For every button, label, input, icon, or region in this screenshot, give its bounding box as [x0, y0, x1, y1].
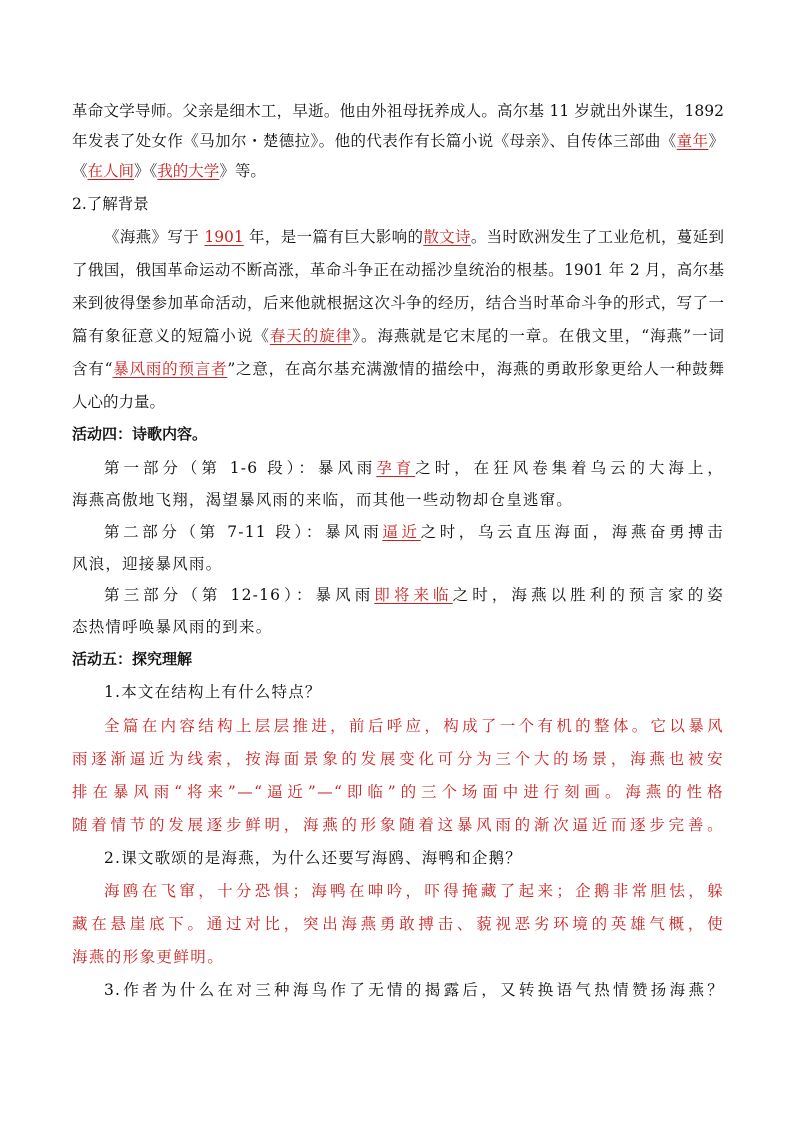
- part1-line-1: 第一部分（第 1-6 段）：暴风雨孕育之时，在狂风卷集着乌云的大海上，: [104, 459, 725, 477]
- link-1901[interactable]: 1901: [204, 228, 244, 246]
- background-heading: 2.了解背景: [72, 195, 149, 213]
- background-line-3: 来到彼得堡参加革命活动，后来他就根据这次斗争的经历，结合当时革命斗争的形式，写了一: [72, 294, 724, 312]
- intro-line-1: 革命文学导师。父亲是细木工，早逝。他由外祖母抚养成人。高尔基 11 岁就出外谋生，1892: [72, 102, 724, 120]
- part1-line-2: 海燕高傲地飞翔，渴望暴风雨的来临，而其他一些动物却仓皇逃窜。: [72, 491, 574, 509]
- answer-1-line-1: 全篇在内容结构上层层推进，前后呼应，构成了一个有机的整体。它以暴风: [104, 717, 724, 735]
- background-line-6: 人心的力量。: [72, 393, 166, 411]
- part2-line-1: 第二部分（第 7-11 段）：暴风雨逼近之时，乌云直压海面，海燕奋勇搏击: [104, 523, 725, 541]
- link-baofengyu-yuyanzhe[interactable]: 暴风雨的预言者: [112, 360, 228, 378]
- background-line-5: 含有“暴风雨的预言者”之意，在高尔基充满激情的描绘中，海燕的勇敢形象更给人一种鼓舞: [72, 360, 724, 378]
- activity4-heading: 活动四：诗歌内容。: [72, 425, 208, 443]
- answer-1-line-3: 排在暴风雨“将来”—“逼近”—“即临”的三个场面中进行刻画。海燕的性格: [72, 783, 724, 801]
- background-line-4: 篇有象征意义的短篇小说《春天的旋律》。海燕就是它末尾的一章。在俄文里，“海燕”一词: [72, 327, 724, 345]
- answer-1-line-4: 随着情节的发展逐步鲜明，海燕的形象随着这暴风雨的渐次逼近而逐步完善。: [72, 816, 724, 834]
- link-jijianglailin[interactable]: 即将来临: [374, 586, 453, 604]
- background-line-2: 了俄国，俄国革命运动不断高涨，革命斗争正在动摇沙皇统治的根基。1901 年 2 月，高尔基: [72, 261, 724, 279]
- question-3: 3.作者为什么在对三种海鸟作了无情的揭露后，又转换语气热情赞扬海燕？: [104, 981, 724, 999]
- intro-line-2: 年发表了处女作《马加尔・楚德拉》。他的代表作有长篇小说《母亲》、自传体三部曲《童年》: [72, 132, 724, 150]
- part3-line-2: 态热情呼唤暴风雨的到来。: [72, 618, 273, 636]
- link-chuntiandexuanlv[interactable]: 春天的旋律: [269, 327, 353, 345]
- link-tongnian[interactable]: 童年: [676, 132, 709, 150]
- answer-2-line-2: 藏在悬崖底下。通过对比，突出海燕勇敢搏击、藐视恶劣环境的英雄气概，使: [72, 915, 724, 933]
- part2-line-2: 风浪，迎接暴风雨。: [72, 555, 223, 573]
- question-2: 2.课文歌颂的是海燕，为什么还要写海鸥、海鸭和企鹅？: [104, 849, 522, 867]
- part3-line-1: 第三部分（第 12-16）：暴风雨即将来临之时，海燕以胜利的预言家的姿: [104, 586, 724, 604]
- intro-line-3: 《在人间》《我的大学》等。: [72, 162, 266, 180]
- link-wodedaxue[interactable]: 我的大学: [157, 162, 220, 180]
- link-yunyu[interactable]: 孕育: [376, 459, 416, 477]
- answer-1-line-2: 雨逐渐逼近为线索，按海面景象的发展变化可分为三个大的场景，海燕也被安: [72, 750, 724, 768]
- background-line-1: 《海燕》写于 1901 年，是一篇有巨大影响的散文诗。当时欧洲发生了工业危机，蔓延到: [104, 228, 724, 246]
- answer-2-line-1: 海鸥在飞窜，十分恐惧；海鸭在呻吟，吓得掩藏了起来；企鹅非常胆怯，躲: [104, 882, 724, 900]
- question-1: 1.本文在结构上有什么特点？: [104, 683, 322, 701]
- link-sanwenshi[interactable]: 散文诗: [423, 228, 471, 246]
- answer-2-line-3: 海燕的形象更鲜明。: [72, 948, 225, 966]
- link-bijin[interactable]: 逼近: [382, 523, 421, 541]
- activity5-heading: 活动五：探究理解: [72, 650, 193, 668]
- link-zairenjian[interactable]: 在人间: [87, 162, 135, 180]
